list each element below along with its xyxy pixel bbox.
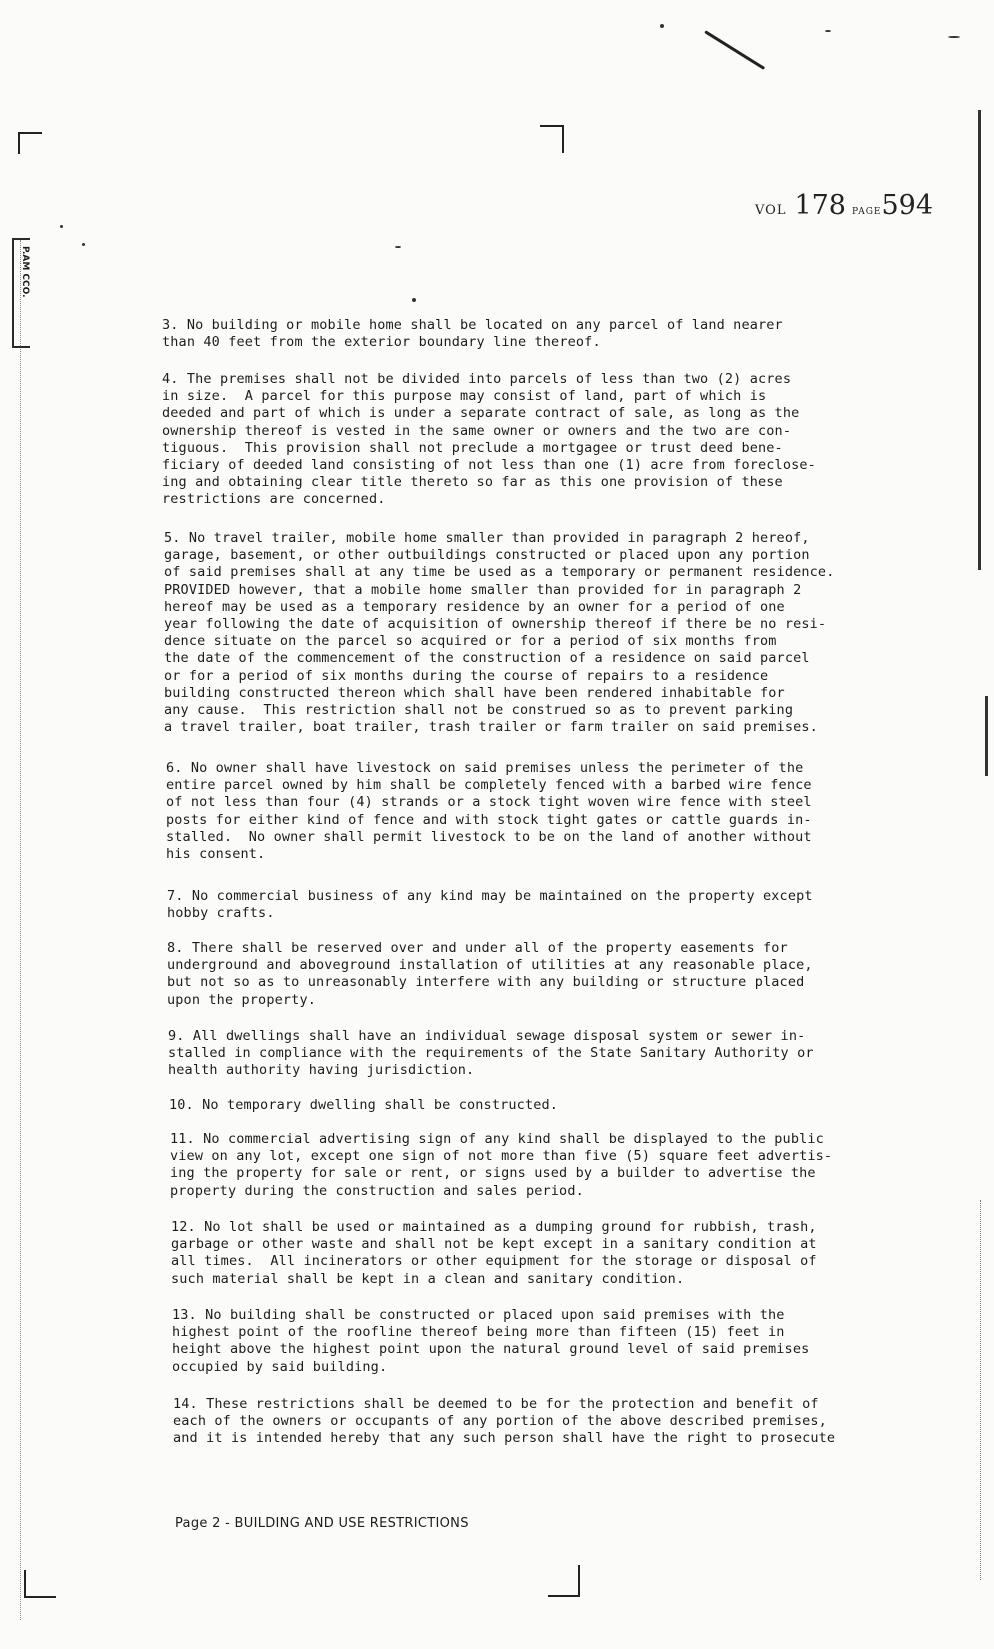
right-edge-rule xyxy=(978,110,981,570)
restriction-paragraph-11: 11. No commercial advertising sign of any kind shall be displayed to the public view on any lot, except one sign of not more than five (5) square feet advertis- ing the property for sale or rent, or signs used by a builder to advertise the property during the construction and sales period. xyxy=(170,1131,833,1199)
vol-number: 178 xyxy=(794,190,846,221)
crop-mark-top-center xyxy=(540,125,564,153)
crop-mark-top-left xyxy=(18,132,42,154)
restriction-paragraph-12: 12. No lot shall be used or maintained as a dumping ground for rubbish, trash, garbage or other waste and shall not be kept except in a sanitary condition at all times. All incinerators or other equipment for the storage or disposal of such material shall be kept in a clean and sanitary condition. xyxy=(171,1219,817,1287)
scan-speck xyxy=(395,246,401,248)
restriction-paragraph-6: 6. No owner shall have livestock on said premises unless the perimeter of the entire parcel owned by him shall be completely fenced with a barbed wire fence of not less than four (4) strands or a stock tight woven wire fence with steel posts for either kind of fence and with stock tight gates or cattle guards in- stalled. No owner shall permit livestock to be on the land of another without his consent. xyxy=(166,760,812,863)
margin-stamp-text: P.AM CCO. xyxy=(20,246,30,298)
restriction-paragraph-4: 4. The premises shall not be divided into parcels of less than two (2) acres in size. A parcel for this purpose may consist of land, part of which is deeded and part of which is under a separate contract of sale, as long as the ownership thereof is vested in the same owner or owners and the two are con- tiguous. This provision shall not preclude a mortgagee or trust deed bene- ficiary of deeded land consisting of not less than one (1) acre from foreclose- ing and obtaining clear title thereto so far as this one provision of these restrictions are concerned. xyxy=(162,371,816,508)
restriction-paragraph-3: 3. No building or mobile home shall be located on any parcel of land nearer than 40 feet from the exterior boundary line thereof. xyxy=(162,317,783,351)
scan-speck xyxy=(660,24,664,28)
restriction-paragraph-10: 10. No temporary dwelling shall be constructed. xyxy=(169,1097,559,1113)
right-edge-dots xyxy=(980,1200,983,1580)
page-number: 594 xyxy=(881,190,934,221)
margin-stamp xyxy=(12,238,30,348)
page-footer: Page 2 - BUILDING AND USE RESTRICTIONS xyxy=(175,1516,469,1531)
restriction-paragraph-14: 14. These restrictions shall be deemed to be for the protection and benefit of each of the owners or occupants of any portion of the above described premises, and it is intended hereby that any such person shall have the right to prosecute xyxy=(173,1396,836,1447)
scan-speck xyxy=(948,36,960,38)
restriction-paragraph-7: 7. No commercial business of any kind may be maintained on the property except hobby crafts. xyxy=(167,888,813,922)
restriction-paragraph-9: 9. All dwellings shall have an individual sewage disposal system or sewer in- stalled in compliance with the requirements of the State Sanitary Authority or health authority having jurisdiction. xyxy=(168,1028,814,1079)
scan-speck xyxy=(82,243,85,246)
volume-page-stamp xyxy=(755,190,933,221)
vol-label: VOL xyxy=(755,203,787,218)
restriction-paragraph-5: 5. No travel trailer, mobile home smaller than provided in paragraph 2 hereof, garage, basement, or other outbuildings constructed or placed upon any portion of said premises shall at any time be used as a temporary or permanent residence. PROVIDED however, that a mobile home smaller than provided for in paragraph 2 hereof may be used as a temporary residence by an owner for a period of one year following the date of acquisition of ownership thereof if there be no resi- dence situate on the parcel so acquired or for a period of six months from the date of the commencement of the construction of a residence on said parcel or for a period of six months during the course of repairs to a residence building constructed thereon which shall have been rendered inhabitable for any cause. This restriction shall not be construed so as to prevent parking a travel trailer, boat trailer, trash trailer or farm trailer on said premises. xyxy=(164,530,835,736)
scan-speck xyxy=(60,225,63,228)
crop-mark-bottom-center xyxy=(548,1565,580,1597)
restriction-paragraph-8: 8. There shall be reserved over and under all of the property easements for underground and aboveground installation of utilities at any reasonable place, but not so as to unreasonably interfere with any building or structure placed upon the property. xyxy=(167,940,813,1008)
left-binding-edge xyxy=(4,240,21,1620)
restriction-paragraph-13: 13. No building shall be constructed or placed upon said premises with the highest point of the roofline thereof being more than fifteen (15) feet in height above the highest point upon the natural ground level of said premises occupied by said building. xyxy=(172,1307,810,1375)
scan-speck xyxy=(412,298,416,302)
top-pen-stroke xyxy=(704,30,765,70)
page-label: PAGE xyxy=(852,207,882,217)
right-edge-rule-lower xyxy=(985,696,988,776)
crop-mark-bottom-left xyxy=(24,1570,56,1598)
scan-speck xyxy=(825,30,831,32)
